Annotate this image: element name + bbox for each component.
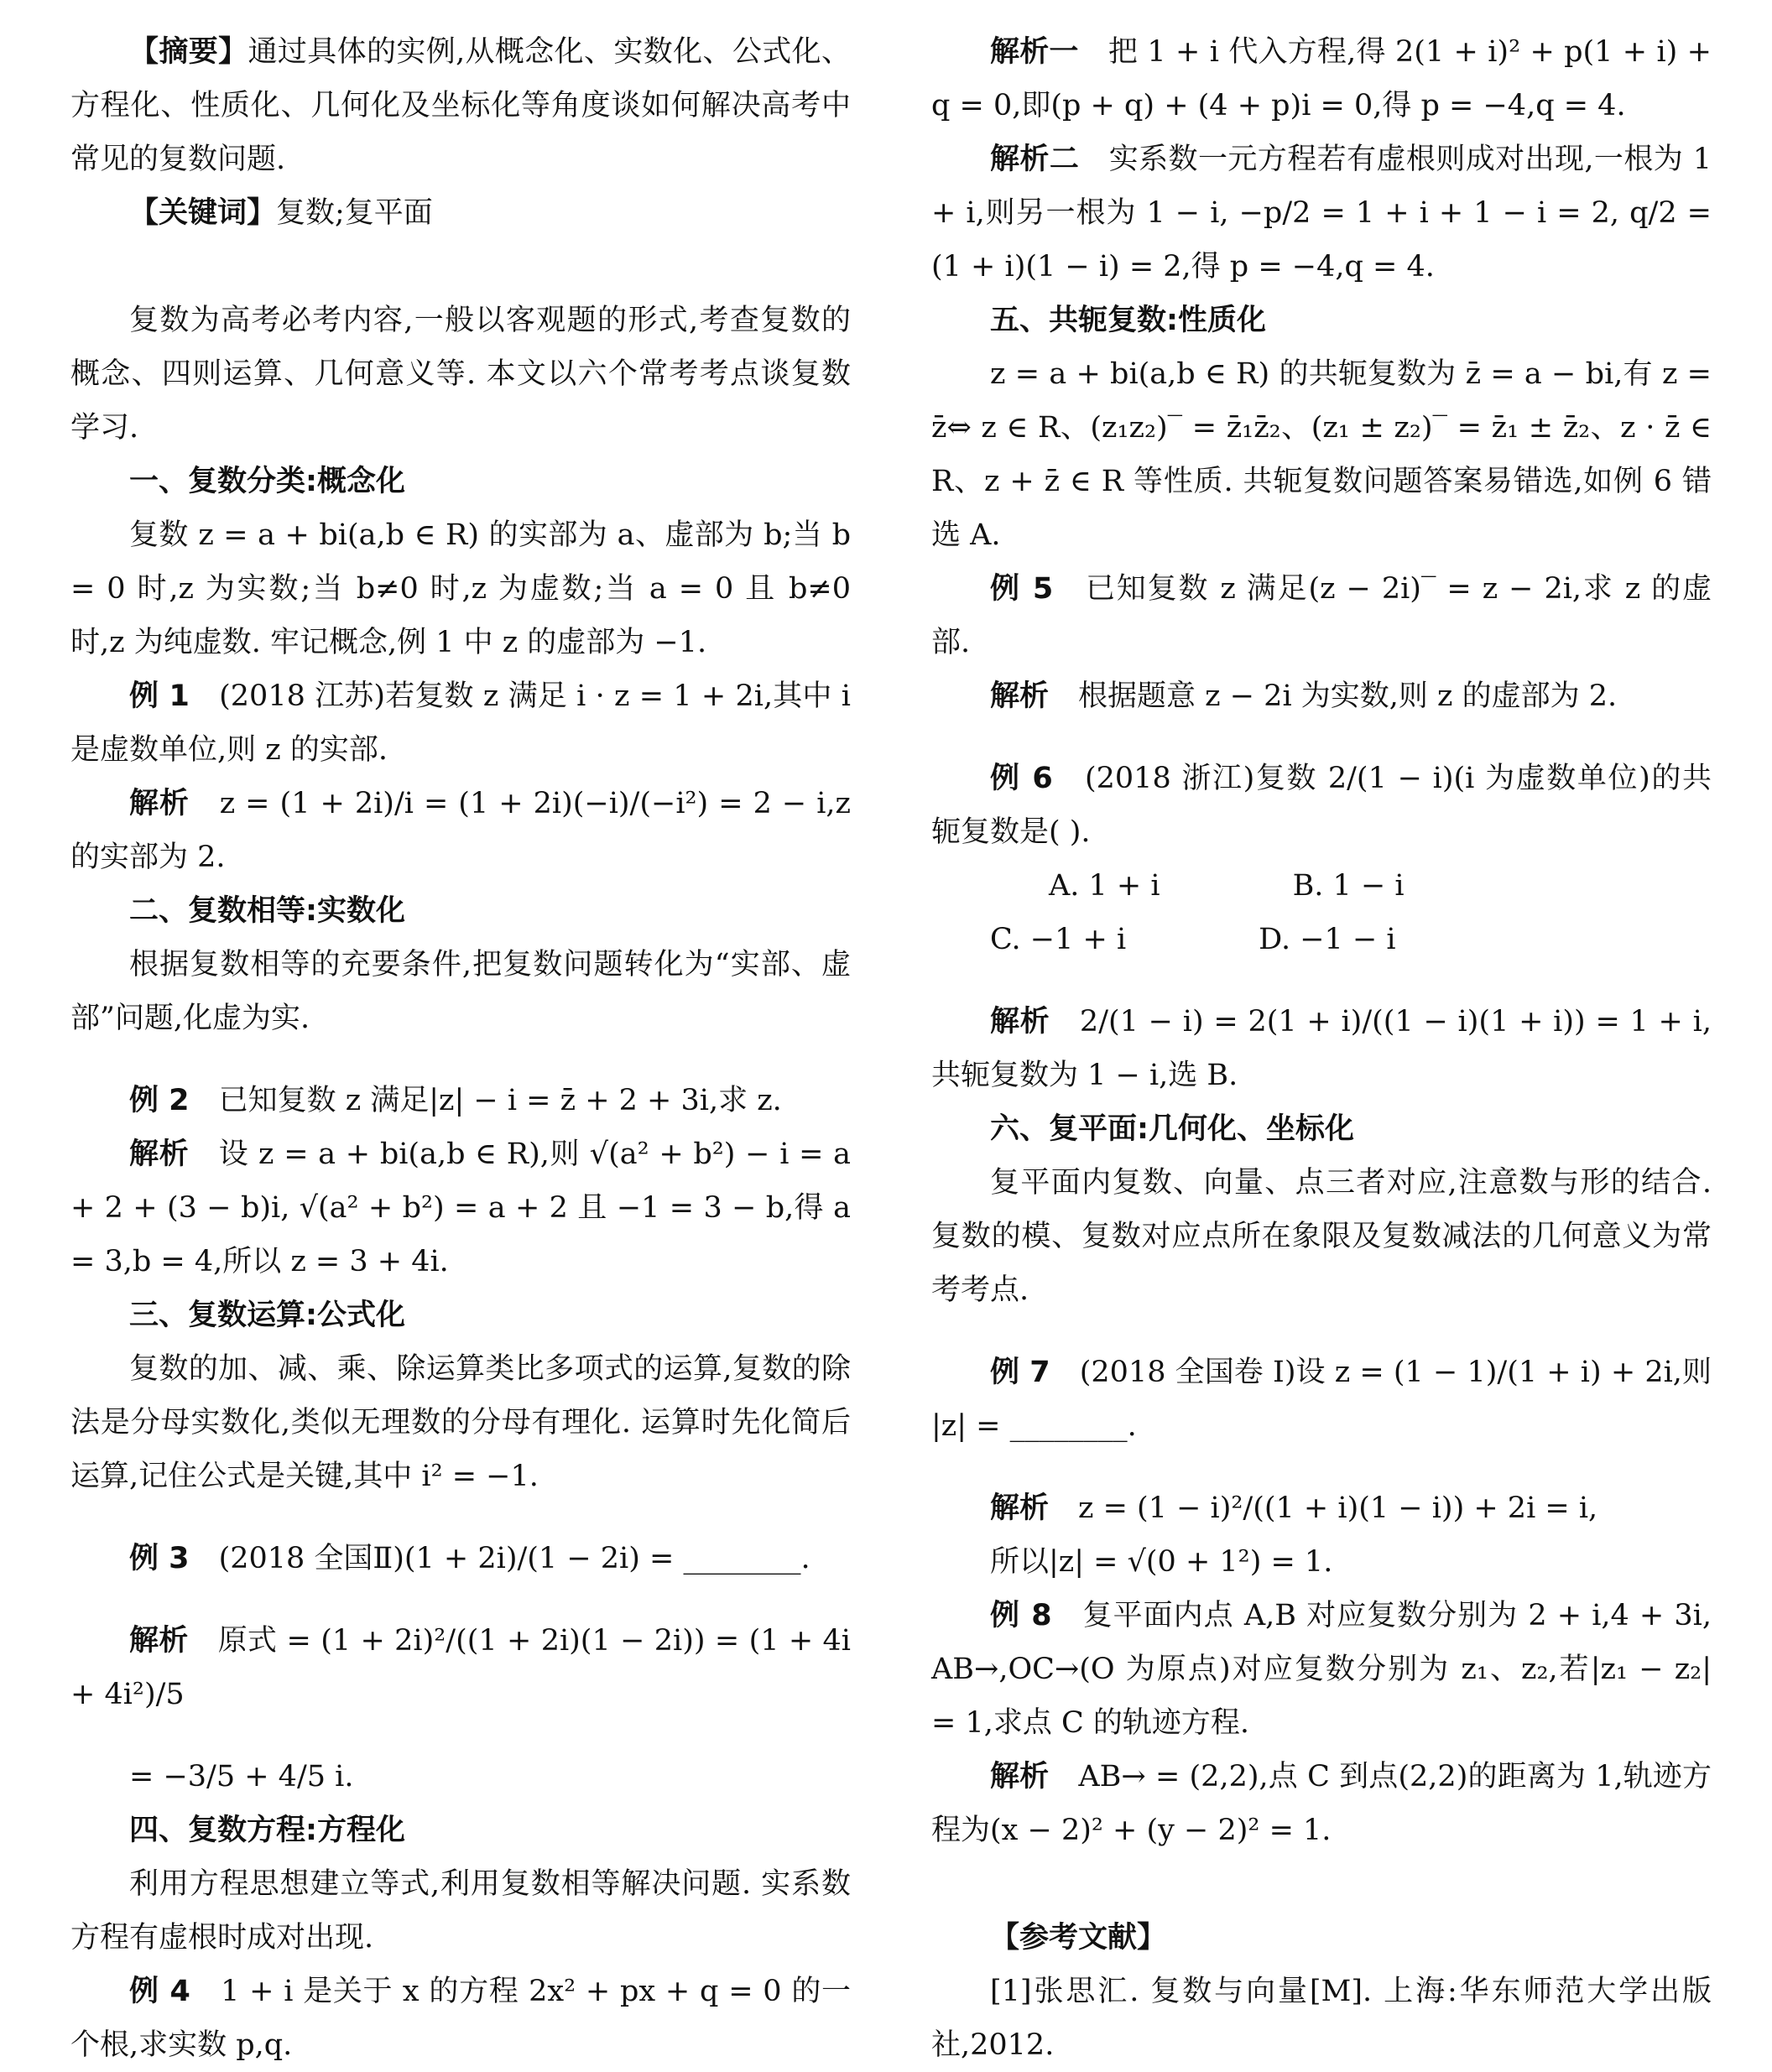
solution-label: 解析	[990, 1005, 1050, 1039]
solution-text: 所以|z| = √(0 + 1²) = 1.	[990, 1545, 1333, 1579]
option-b: B. 1 − i	[1292, 869, 1405, 903]
solution-text: = −3/5 + 4/5 i.	[129, 1760, 354, 1793]
example-text: (2018 浙江)复数 2/(1 − i)(i 为虚数单位)的共轭复数是( ).	[931, 762, 1712, 849]
example-label: 例 1	[129, 679, 190, 713]
solution-3	[70, 1614, 851, 1721]
section-heading: 六、复平面:几何化、坐标化	[990, 1112, 1354, 1146]
solution-8	[931, 1750, 1712, 1857]
solution-text: 2/(1 − i) = 2(1 + i)/((1 − i)(1 + i)) = 1 + i,共轭复数为 1 − i,选 B.	[931, 1005, 1712, 1092]
example-text: (2018 全国卷 Ⅰ)设 z = (1 − 1)/(1 + i) + 2i,则 |z| = ________.	[931, 1356, 1712, 1443]
option-d: D. −1 − i	[1259, 923, 1396, 956]
example-8	[931, 1589, 1712, 1750]
right-column	[931, 25, 1712, 2072]
keywords-label: 【关键词】	[129, 196, 277, 230]
solution-label: 解析	[129, 787, 190, 820]
section-body: z = a + bi(a,b ∈ R) 的共轭复数为 z̄ = a − bi,有 z = z̄⇔ z ∈ R、(z₁z₂)‾ = z̄₁z̄₂、(z₁ ± z₂)‾ = z̄₁ ± z̄₂、z · z̄ ∈ R、z + z̄ ∈ R 等性质. 共轭复数问题答案易错选,如例 6 错选 A.	[931, 357, 1712, 552]
solution-label: 解析	[990, 1492, 1050, 1525]
example-4	[70, 1965, 851, 2072]
example-text: 复平面内点 A,B 对应复数分别为 2 + i,4 + 3i, AB→,OC→(O 为原点)对应复数分别为 z₁、z₂,若|z₁ − z₂| = 1,求点 C 的轨迹方程.	[931, 1599, 1712, 1740]
section-heading: 四、复数方程:方程化	[129, 1814, 405, 1847]
solution-text: 设 z = a + bi(a,b ∈ R),则 √(a² + b²) − i = a + 2 + (3 − b)i, √(a² + b²) = a + 2 且 −1 = 3 − b,得 a = 3,b = 4,所以 z = 3 + 4i.	[70, 1138, 851, 1278]
solution-4b	[931, 133, 1712, 294]
section-body: 利用方程思想建立等式,利用复数相等解决问题. 实系数方程有虚根时成对出现.	[70, 1867, 851, 1955]
solution-6	[931, 995, 1712, 1102]
solution-label: 解析	[129, 1138, 190, 1171]
example-3	[70, 1532, 851, 1585]
section-body: 复数的加、减、乘、除运算类比多项式的运算,复数的除法是分母实数化,类似无理数的分母有理化. 运算时先化简后运算,记住公式是关键,其中 i² = −1.	[70, 1352, 851, 1493]
abstract-text: 通过具体的实例,从概念化、实数化、公式化、方程化、性质化、几何化及坐标化等角度谈如何解决高考中常见的复数问题.	[70, 35, 851, 176]
section-body: 复数 z = a + bi(a,b ∈ R) 的实部为 a、虚部为 b;当 b = 0 时,z 为实数;当 b≠0 时,z 为虚数;当 a = 0 且 b≠0 时,z 为纯虚数. 牢记概念,例 1 中 z 的虚部为 −1.	[70, 518, 851, 659]
example-label: 例 5	[990, 572, 1054, 606]
example-label: 例 4	[129, 1975, 190, 2008]
solution-4a	[931, 25, 1712, 133]
example-1	[70, 669, 851, 777]
example-2	[70, 1074, 851, 1127]
answer-options	[931, 859, 1712, 966]
solution-label: 解析	[129, 1624, 189, 1658]
example-label: 例 2	[129, 1084, 190, 1117]
section-heading: 五、共轭复数:性质化	[990, 304, 1266, 337]
solution-text: 实系数一元方程若有虚根则成对出现,一根为 1 + i,则另一根为 1 − i, −p/2 = 1 + i + 1 − i = 2, q/2 = (1 + i)(1 − i) = 2,得 p = −4,q = 4.	[931, 143, 1712, 284]
solution-label: 解析一	[990, 35, 1079, 69]
solution-text: 原式 = (1 + 2i)²/((1 + 2i)(1 − 2i)) = (1 + 4i + 4i²)/5	[70, 1624, 851, 1711]
example-label: 例 8	[990, 1599, 1052, 1632]
example-5	[931, 562, 1712, 669]
section-body: 根据复数相等的充要条件,把复数问题转化为“实部、虚部”问题,化虚为实.	[70, 948, 851, 1035]
reference-item: [1]张思汇. 复数与向量[M]. 上海:华东师范大学出版社,2012.	[931, 1975, 1712, 2062]
section-heading: 三、复数运算:公式化	[129, 1299, 405, 1332]
keywords	[70, 186, 851, 240]
example-7	[931, 1346, 1712, 1453]
example-label: 例 7	[990, 1356, 1050, 1389]
example-text: 已知复数 z 满足|z| − i = z̄ + 2 + 3i,求 z.	[218, 1084, 782, 1117]
solution-label: 解析二	[990, 143, 1080, 176]
solution-2	[70, 1127, 851, 1288]
solution-text: 根据题意 z − 2i 为实数,则 z 的虚部为 2.	[1078, 679, 1618, 713]
solution-label: 解析	[990, 1760, 1050, 1793]
option-a: A. 1 + i	[1049, 869, 1160, 903]
references-heading: 【参考文献】	[990, 1921, 1167, 1955]
example-text: (2018 全国Ⅱ)(1 + 2i)/(1 − 2i) = ________.	[218, 1542, 810, 1575]
solution-text: z = (1 + 2i)/i = (1 + 2i)(−i)/(−i²) = 2 − i,z 的实部为 2.	[70, 787, 851, 874]
solution-text: 把 1 + i 代入方程,得 2(1 + i)² + p(1 + i) + q = 0,即(p + q) + (4 + p)i = 0,得 p = −4,q = 4.	[931, 35, 1712, 122]
solution-text: AB→ = (2,2),点 C 到点(2,2)的距离为 1,轨迹方程为(x − 2)² + (y − 2)² = 1.	[931, 1760, 1712, 1847]
example-label: 例 3	[129, 1542, 190, 1575]
solution-label: 解析	[990, 679, 1050, 713]
intro-paragraph: 复数为高考必考内容,一般以客观题的形式,考查复数的概念、四则运算、几何意义等. 本文以六个常考考点谈复数学习.	[70, 304, 851, 445]
solution-7	[931, 1481, 1712, 1535]
example-6	[931, 752, 1712, 859]
solution-1	[70, 777, 851, 884]
keywords-text: 复数;复平面	[276, 196, 433, 230]
example-text: 已知复数 z 满足(z − 2i)‾ = z − 2i,求 z 的虚部.	[931, 572, 1712, 659]
option-c: C. −1 + i	[990, 923, 1127, 956]
solution-text: z = (1 − i)²/((1 + i)(1 − i)) + 2i = i,	[1078, 1492, 1598, 1525]
solution-5	[931, 669, 1712, 723]
abstract-label: 【摘要】	[129, 35, 248, 69]
section-heading: 一、复数分类:概念化	[129, 465, 405, 498]
section-heading: 二、复数相等:实数化	[129, 894, 405, 928]
example-text: (2018 江苏)若复数 z 满足 i · z = 1 + 2i,其中 i 是虚数单位,则 z 的实部.	[70, 679, 851, 767]
example-text: 1 + i 是关于 x 的方程 2x² + px + q = 0 的一个根,求实数 p,q.	[70, 1975, 851, 2062]
section-body: 复平面内复数、向量、点三者对应,注意数与形的结合. 复数的模、复数对应点所在象限及复数减法的几何意义为常考考点.	[931, 1166, 1712, 1307]
abstract	[70, 25, 851, 186]
example-label: 例 6	[990, 762, 1053, 795]
left-column	[70, 25, 851, 2072]
